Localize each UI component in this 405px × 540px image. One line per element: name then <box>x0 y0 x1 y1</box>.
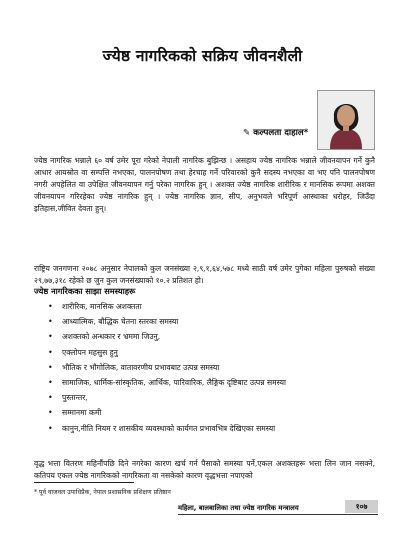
list-item: • सम्मानमा कमी <box>48 405 286 420</box>
bullet-icon: • <box>48 317 53 327</box>
list-item: • पुस्तान्तर, <box>48 390 286 405</box>
footer-divider <box>178 514 378 515</box>
bullet-icon: • <box>48 423 53 433</box>
bullet-icon: • <box>48 393 53 403</box>
bullet-icon: • <box>48 347 53 357</box>
bullet-icon: • <box>48 408 53 418</box>
footnote-divider <box>34 482 134 483</box>
bullet-icon: • <box>48 302 53 311</box>
author-photo <box>317 90 375 150</box>
author-portrait-image <box>318 91 374 149</box>
publication-footer: महिला, बालबालिका तथा ज्येष्ठ नागरिक मन्त्रालय <box>178 504 299 512</box>
author-byline <box>243 126 308 138</box>
list-item: • आध्यात्मिक, बौद्धिक चेतना स्तरका समस्या <box>48 314 286 329</box>
bullet-icon: • <box>48 332 53 342</box>
author-name: कल्पलता दाहाल* <box>253 128 309 138</box>
intro-paragraph: ज्येष्ठ नागरिक भन्नाले ६० वर्ष उमेर पूरा गरेको नेपाली नागरिक बुझिन्छ । असहाय ज्येष्ठ नागरिक भन्नाले जीवनयापन गर्ने कुनै आधार आयस्रोत वा सम्पत्ति नभएका, पालनपोषण तथा हेरचाह गर्ने परिवारको कुनै सदस्य नभएका वा भए पनि पालनपोषण नगरी अपहेलित वा उपेक्षित जीवनयापन गर्नु परेका नागरिक हुन् । अशक्त ज्येष्ठ नागरिक शारीरिक र मानसिक रूपमा अशक्त जीवनयापन गरिरहेका ज्येष्ठ नागरिक हुन् । ज्येष्ठ नागरिक ज्ञान, सीप, अनुभवले भरिपूर्ण आस्थाका धरोहर, जिउँदा इतिहास,जीवित देवता हुन्। <box>34 156 375 213</box>
bullet-icon: • <box>48 362 53 372</box>
list-item: • शारीरिक, मानसिक अशक्तता <box>48 299 286 314</box>
census-paragraph: राष्ट्रिय जनगणना २०७८ अनुसार नेपालको कुल जनसंख्या २,९,१,६४,५७८ मध्ये साठी वर्ष उमेर पुगेका महिला पुरुषको संख्या २९,७७,३१८ रहेको छ जुन कुल जनसंख्याको १०.२ प्रतिशत हो। <box>34 264 375 285</box>
list-item: • भौतिक र भौगोलिक, वातावरणीय प्रभावबाट उत्पन्न समस्या <box>48 360 286 375</box>
list-item: • अशक्तको अन्धकार र भ्रममा जिउनु, <box>48 329 286 344</box>
footnote: * पूर्व वाजवल उपाधिप्रैक, नेपाल प्रशासनिक प्रशिक्षण प्रतिष्ठान <box>34 489 171 496</box>
problems-heading: ज्येष्ठ नागरिकका साझा समस्याहरू <box>34 286 136 296</box>
page-title: ज्येष्ठ नागरिकको सक्रिय जीवनशैली <box>102 47 303 65</box>
page-number: १०७ <box>345 500 378 513</box>
list-item: • कानुन,नीति नियम र शासकीय व्यवस्थाको कार्यगत प्रभावभित्र देखिएका समस्या <box>48 421 286 436</box>
list-item: • एक्लोपन महसुस हुनु <box>48 345 286 360</box>
pen-icon: ✎ <box>243 128 251 138</box>
closing-paragraph: वृद्ध भत्ता वितरण महिनौंपछि दिने नगरेका कारण खर्च गर्न पैसाको समस्या पर्ने,एकल अशक्तहरू भत्ता लिन जान नसक्ने, कतिपय एकल ज्येष्ठ नागरिकको नागरिकता वा नसकेको कारण वृद्धभत्ता नपाएको <box>34 459 375 480</box>
list-item: • सामाजिक, धार्मिक-सांस्कृतिक, आर्थिक, पारिवारिक, लैङ्गिक दृष्टिबाट उत्पन्न समस्या <box>48 375 286 390</box>
bullet-icon: • <box>48 377 53 387</box>
problems-list <box>48 299 286 436</box>
